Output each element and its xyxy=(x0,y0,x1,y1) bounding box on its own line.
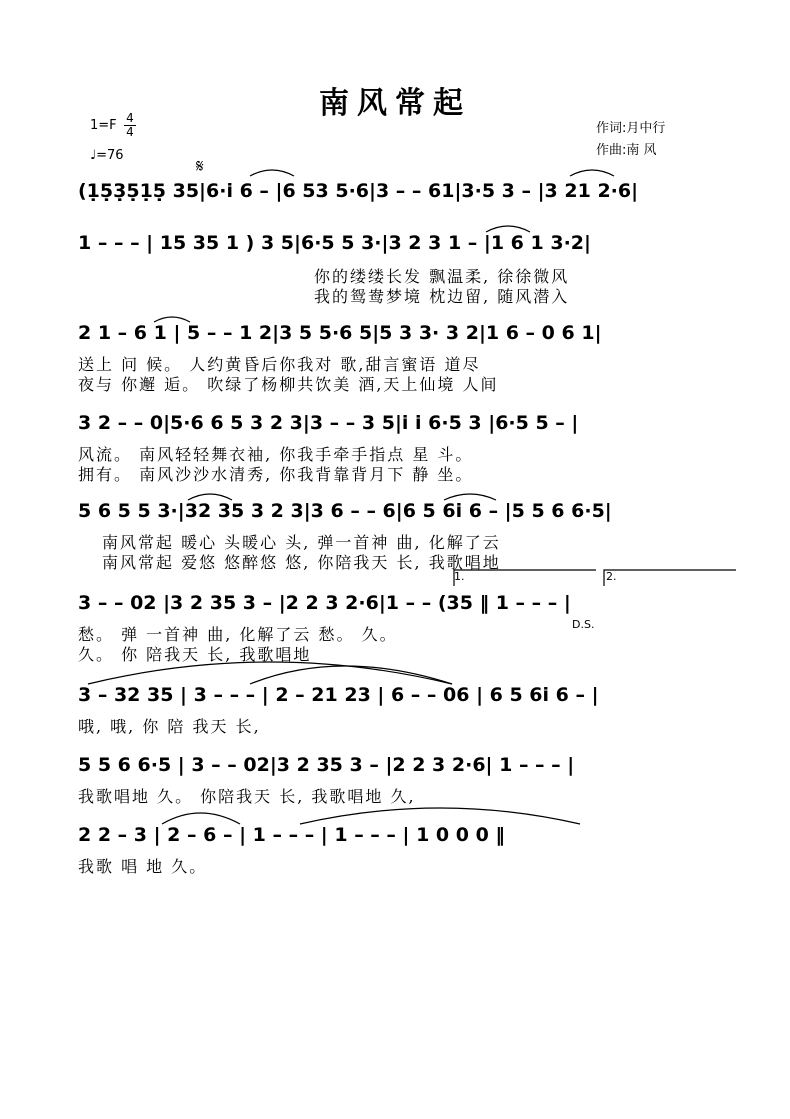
lyric-verse-1: 哦, 哦, 你 陪 我天 长, xyxy=(78,717,261,736)
time-signature-bottom: 4 xyxy=(124,125,136,139)
lyric-verse-2: 南风常起 爱悠 悠醉悠 悠, 你陪我天 长, 我歌唱地 xyxy=(102,553,501,572)
volta-bracket xyxy=(454,570,596,586)
lyricist: 作词:月中行 xyxy=(596,121,666,136)
dal-segno-mark: D.S. xyxy=(572,618,595,631)
notation-line: (1̣5̣3̣5̣1̣5̣ 35|6·i 6 – |6 53 5·6|3 – – 61|3·5 3 – |3 21 2·6| xyxy=(78,180,639,202)
notation-line: 5 6 5 5 3·|32 35 3 2 3|3 6 – – 6|6 5 6i 6 – |5 5 6 6·5| xyxy=(78,500,612,522)
slur xyxy=(300,808,580,824)
lyric-verse-1: 风流。 南风轻轻舞衣袖, 你我手牵手指点 星 斗。 xyxy=(78,445,474,464)
notation-line: 5 5 6 6·5 | 3 – – 02|3 2 35 3 – |2 2 3 2·6| 1 – – – | xyxy=(78,754,575,776)
slur xyxy=(250,666,452,684)
notation-line: 3 – 32 35 | 3 – – – | 2 – 21 23 | 6 – – 06 | 6 5 6i 6 – | xyxy=(78,684,599,706)
song-title: 南风常起 xyxy=(319,86,471,121)
slur xyxy=(570,170,614,176)
lyric-verse-1: 你的缕缕长发 飘温柔, 徐徐微风 xyxy=(314,267,570,286)
quarter-note-icon: ♩ xyxy=(90,148,97,163)
lyric-verse-2: 我的鸳鸯梦境 枕边留, 随风潜入 xyxy=(314,287,570,306)
notation-line: 1 – – – | 15 35 1 ) 3 5|6·5 5 3·|3 2 3 1 – |1 6 1 3·2| xyxy=(78,232,591,254)
volta-bracket xyxy=(604,570,736,586)
slur xyxy=(162,813,240,824)
slur xyxy=(250,170,294,176)
lyric-verse-1: 我歌 唱 地 久。 xyxy=(78,857,208,876)
tempo-value: =76 xyxy=(96,148,124,163)
notation-line: 3 2 – – 0|5·6 6 5 3 2 3|3 – – 3 5|i i 6·5 3 |6·5 5 – | xyxy=(78,412,579,434)
slur xyxy=(188,494,232,500)
slur xyxy=(88,662,452,684)
notation-line: 3 – – 02 |3 2 35 3 – |2 2 3 2·6|1 – – (35 ‖ 1 – – – | xyxy=(78,592,571,614)
notation-line: 2 2 – 3 | 2 – 6 – | 1 – – – | 1 – – – | 1 0 0 0 ‖ xyxy=(78,824,505,846)
time-signature-top: 4 xyxy=(126,111,134,125)
slur xyxy=(486,226,530,232)
volta-second-ending: 2. xyxy=(606,570,617,583)
slur xyxy=(444,494,496,500)
lyric-verse-1: 我歌唱地 久。 你陪我天 长, 我歌唱地 久, xyxy=(78,787,416,806)
composer: 作曲:南 风 xyxy=(596,143,657,158)
lyric-verse-2: 夜与 你邂 逅。 吹绿了杨柳共饮美 酒,天上仙境 人间 xyxy=(78,375,499,394)
volta-first-ending: 1. xyxy=(454,570,465,583)
lyric-verse-2: 拥有。 南风沙沙水清秀, 你我背靠背月下 静 坐。 xyxy=(78,465,474,484)
notation-line: 2 1 – 6 1 | 5 – – 1 2|3 5 5·6 5|5 3 3· 3 2|1 6 – 0 6 1| xyxy=(78,322,602,344)
lyric-verse-1: 送上 问 候。 人约黄昏后你我对 歌,甜言蜜语 道尽 xyxy=(78,355,481,374)
slur xyxy=(154,317,190,322)
segno-icon: 𝄋 xyxy=(196,156,204,177)
lyric-verse-2: 久。 你 陪我天 长, 我歌唱地 xyxy=(78,645,312,664)
key-signature: 1=F xyxy=(90,118,117,133)
lyric-verse-1: 南风常起 暖心 头暖心 头, 弹一首神 曲, 化解了云 xyxy=(102,533,501,552)
lyric-verse-1: 愁。 弹 一首神 曲, 化解了云 愁。 久。 xyxy=(78,625,398,644)
